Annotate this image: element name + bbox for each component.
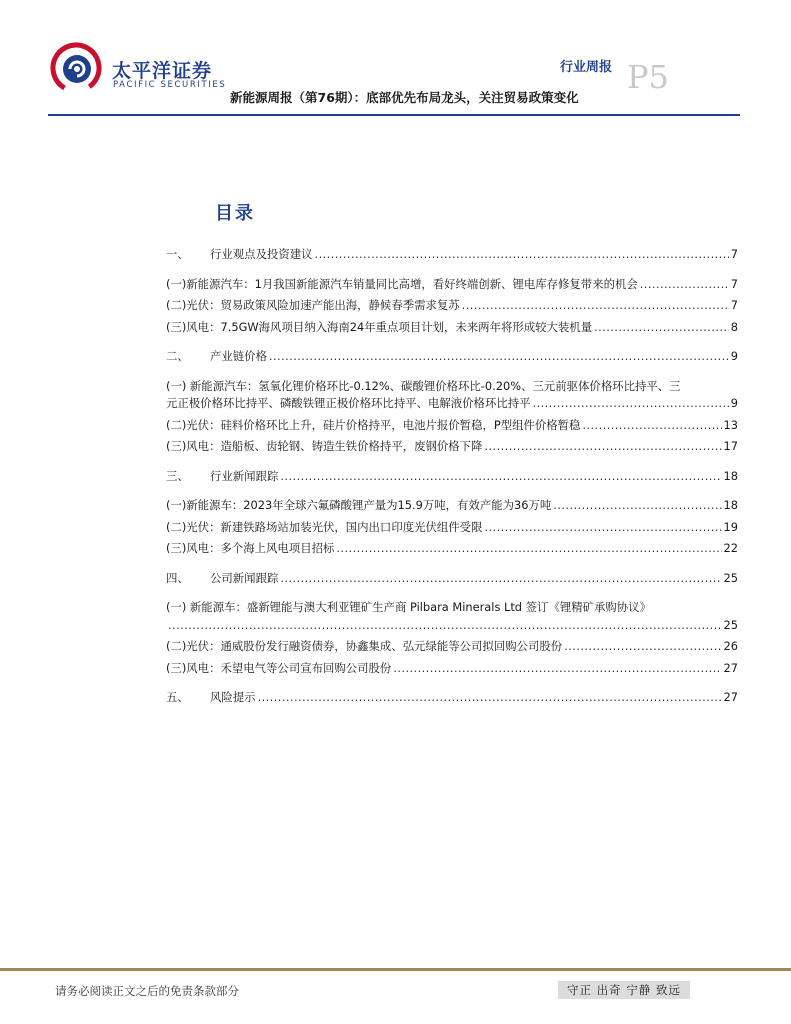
toc-entry-3-1[interactable]: [166, 497, 738, 515]
toc-entry-text: 新能源汽车：1月我国新能源汽车销量同比高增，看好终端创新、锂电库存修复带来的机会: [186, 276, 638, 291]
toc-entry-text-line1: 新能源车：盛新锂能与澳大利亚锂矿生产商 Pilbara Minerals Ltd 签订《锂精矿承购协议》: [189, 600, 651, 614]
toc-entry-page: 19: [723, 519, 738, 534]
toc-leader-dots: [533, 395, 729, 413]
toc-entry-number: (三): [166, 439, 187, 453]
toc-entry-number: (一): [166, 600, 187, 614]
toc-entry-3-3[interactable]: [166, 540, 738, 558]
toc-entry-number: (二): [166, 417, 187, 432]
toc-entry-page: 18: [723, 468, 738, 483]
toc-leader-dots: [258, 689, 722, 707]
toc-entry-text: 风电：造船板、齿轮钢、铸造生铁价格持平，废钢价格下降: [186, 439, 483, 453]
toc-entry-number: (一): [166, 498, 187, 512]
toc-entry-2-1[interactable]: [166, 378, 738, 413]
toc-leader-dots: [280, 570, 721, 588]
toc-entry-text: 元正极价格环比持平、磷酸铁锂正极价格环比持平、电解液价格环比持平: [166, 396, 531, 410]
toc-entry-4[interactable]: [166, 570, 738, 588]
toc-leader-dots: [594, 319, 729, 337]
toc-entry-text: 行业新闻跟踪: [210, 468, 279, 483]
toc-entry-number: (二): [166, 298, 187, 312]
toc-entry-1-3[interactable]: [166, 319, 738, 337]
toc-entry-page: 9: [730, 396, 738, 410]
toc-entry-number: (二): [166, 639, 187, 653]
toc-entry-2[interactable]: [166, 348, 738, 366]
toc-entry-4-1[interactable]: [166, 599, 738, 634]
toc-entry-number: (三): [166, 541, 187, 555]
footer-motto: 守正 出奇 宁静 致远: [558, 981, 690, 999]
toc-entry-1-1[interactable]: [166, 276, 738, 294]
toc-entry-number: (一): [166, 378, 187, 393]
toc-entry-number: (三): [166, 660, 187, 675]
page-number-mark: P5: [627, 58, 669, 96]
toc-entry-page: 7: [730, 247, 738, 261]
toc-entry-page: 25: [723, 570, 738, 585]
toc-entry-text: 光伏：贸易政策风险加速产能出海，静候春季需求复苏: [186, 298, 460, 312]
toc-leader-dots: [582, 417, 721, 435]
toc-entry-text: 光伏：新建铁路场站加装光伏，国内出口印度光伏组件受限: [186, 519, 483, 534]
toc-entry-text: 公司新闻跟踪: [210, 570, 279, 585]
toc-entry-page: 26: [723, 639, 738, 653]
report-type-label: 行业周报: [560, 60, 613, 75]
toc-entry-number: 一、: [166, 247, 189, 261]
toc-entry-text: 风电：禾望电气等公司宣布回购公司股份: [186, 660, 392, 675]
toc-entry-number: (二): [166, 519, 187, 534]
toc-leader-dots: [484, 438, 721, 456]
logo-company-name-en: PACIFIC SECURITIES: [113, 80, 227, 90]
report-title: 新能源周报（第76期）：底部优先布局龙头，关注贸易政策变化: [230, 90, 579, 105]
toc-entry-1[interactable]: [166, 246, 738, 264]
toc-entry-page: 8: [730, 319, 738, 334]
toc-entry-page: 22: [723, 541, 738, 555]
toc-entry-text: 行业观点及投资建议: [210, 247, 313, 261]
toc-entry-text: 风险提示: [210, 690, 256, 704]
toc-entry-text: 风电：多个海上风电项目招标: [186, 541, 335, 555]
toc-leader-dots: [315, 246, 729, 264]
toc-entry-page: 25: [723, 617, 738, 632]
toc-entry-page: 18: [723, 498, 738, 512]
footer-disclaimer: 请务必阅读正文之后的免责条款部分: [55, 984, 239, 998]
toc-leader-dots: [336, 540, 721, 558]
toc-entry-text: 产业链价格: [210, 349, 267, 363]
pacific-securities-logo-icon: [50, 42, 102, 94]
toc-entry-page: 7: [730, 298, 738, 312]
toc-entry-4-2[interactable]: [166, 638, 738, 656]
toc-leader-dots: [640, 276, 729, 294]
toc-entry-page: 13: [723, 417, 738, 432]
toc-entry-4-3[interactable]: [166, 660, 738, 678]
toc-entry-5[interactable]: [166, 689, 738, 707]
toc-entry-3-2[interactable]: [166, 519, 738, 537]
footer-divider: [0, 968, 791, 971]
toc-entry-text: 光伏：通威股份发行融资债券，协鑫集成、弘元绿能等公司拟回购公司股份: [186, 639, 563, 653]
toc-entry-2-3[interactable]: [166, 438, 738, 456]
toc-entry-3[interactable]: [166, 468, 738, 486]
logo-company-name: 太平洋证券: [112, 60, 213, 82]
toc-entry-number: 二、: [166, 349, 189, 363]
toc-entry-page: 17: [723, 439, 738, 453]
toc-entry-number: (一): [166, 276, 187, 291]
toc-leader-dots: [393, 660, 721, 678]
toc-heading: 目录: [215, 203, 255, 224]
toc-entry-text: 光伏：硅料价格环比上升，硅片价格持平，电池片报价暂稳，P型组件价格暂稳: [186, 417, 581, 432]
toc-leader-dots: [484, 519, 721, 537]
table-of-contents: [166, 246, 738, 707]
toc-leader-dots: [564, 638, 721, 656]
toc-entry-number: 四、: [166, 570, 189, 585]
toc-leader-dots: [269, 348, 729, 366]
toc-leader-dots: [553, 497, 721, 515]
toc-leader-dots: [280, 468, 721, 486]
toc-entry-number: (三): [166, 319, 187, 334]
toc-entry-page: 27: [723, 690, 738, 704]
toc-entry-page: 7: [730, 276, 738, 291]
toc-entry-page: 27: [723, 660, 738, 675]
toc-leader-dots: [168, 617, 722, 635]
toc-entry-text: 新能源车：2023年全球六氟磷酸锂产量为15.9万吨，有效产能为36万吨: [186, 498, 552, 512]
toc-entry-text-line1: 新能源汽车：氢氧化锂价格环比-0.12%、碳酸锂价格环比-0.20%、三元前驱体价格环比持平、三: [189, 378, 681, 393]
header-divider: [48, 114, 740, 116]
toc-entry-1-2[interactable]: [166, 297, 738, 315]
toc-entry-2-2[interactable]: [166, 417, 738, 435]
toc-entry-text: 风电：7.5GW海风项目纳入海南24年重点项目计划，未来两年将形成较大装机量: [186, 319, 593, 334]
toc-leader-dots: [462, 297, 729, 315]
toc-entry-page: 9: [730, 349, 738, 363]
toc-entry-number: 三、: [166, 468, 189, 483]
toc-entry-number: 五、: [166, 690, 189, 704]
